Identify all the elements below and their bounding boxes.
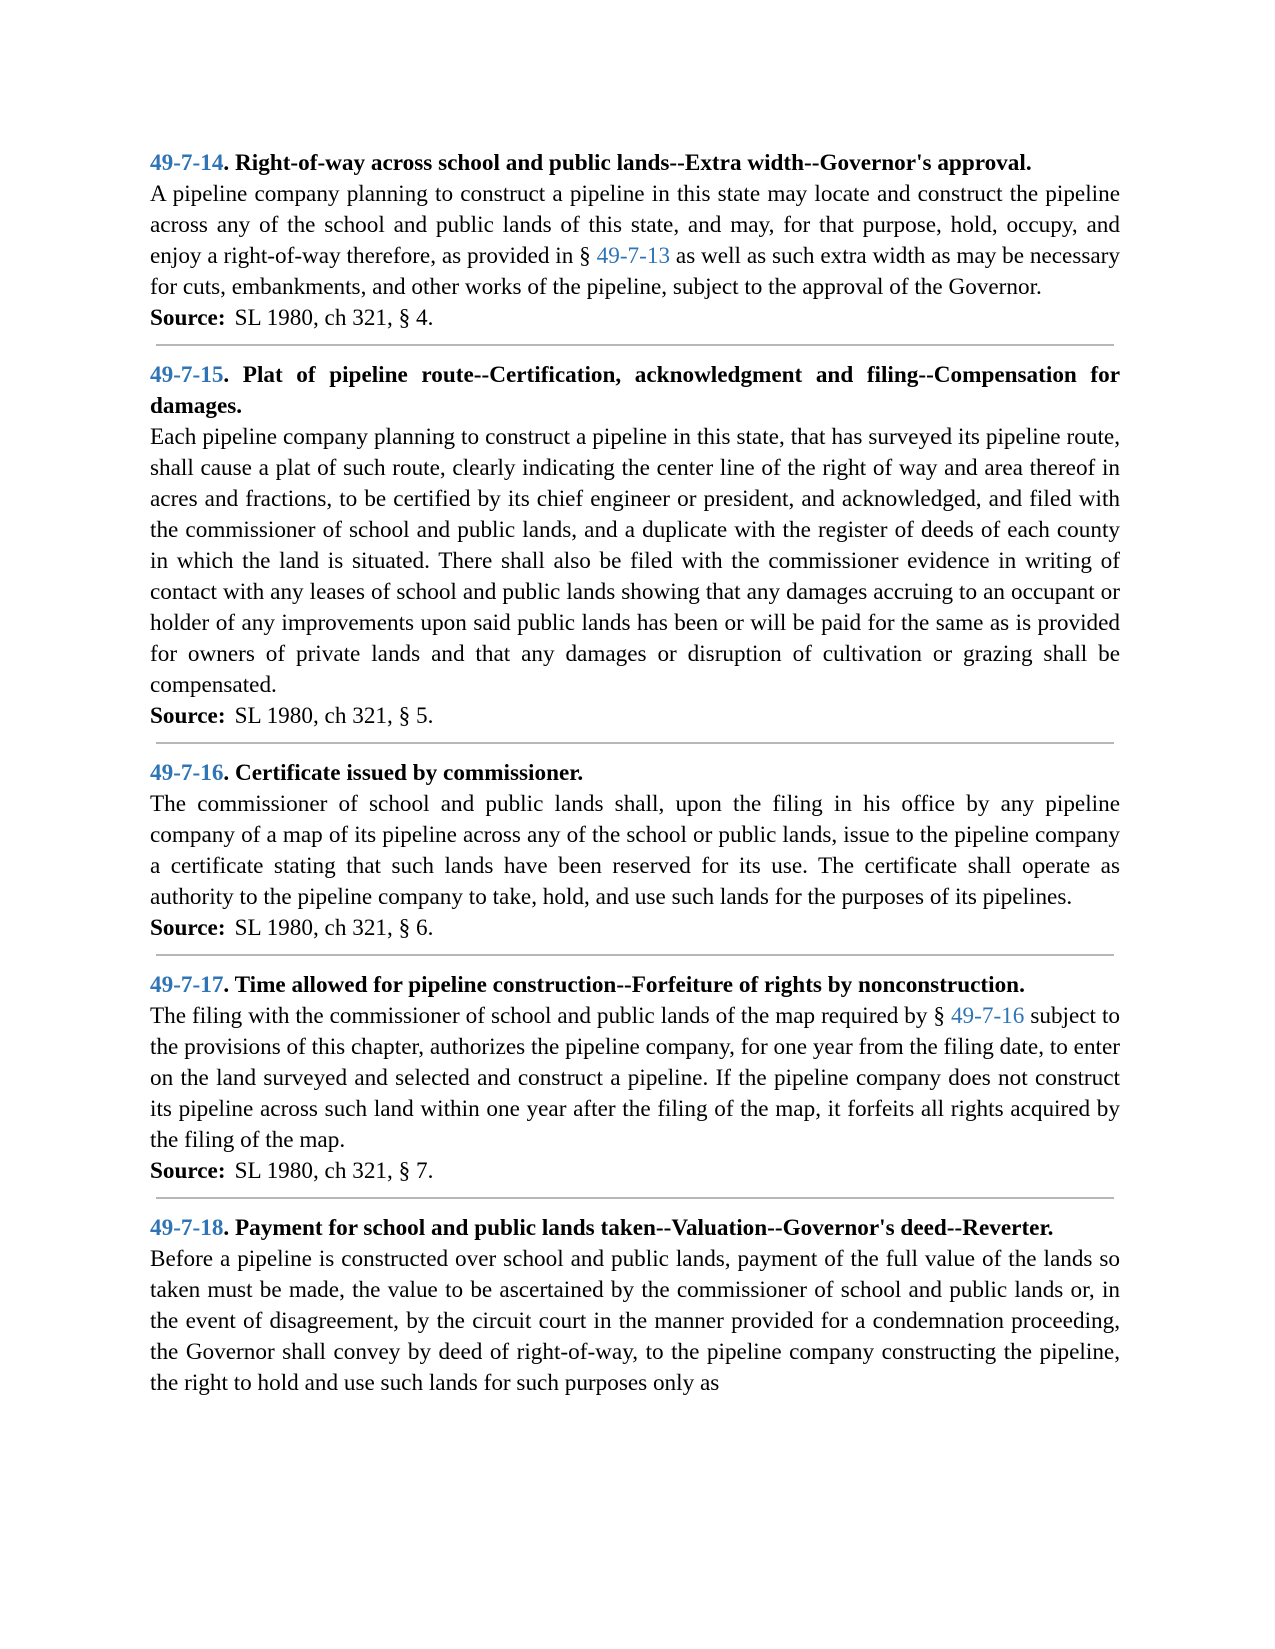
section-body: The commissioner of school and public lands shall, upon the filing in his office by any pipeline company of a map of its pipeline across any of the school or public lands, issue to the pipeline company a certificate stating that such lands have been reserved for its use. The certificate shall operate as authority to the pipeline company to take, hold, and use such lands for the purposes of its pipelines. [150, 791, 1120, 910]
section-number-link[interactable]: 49-7-14 [150, 150, 224, 176]
section-number-link[interactable]: 49-7-17 [150, 972, 224, 998]
section-title: . Certificate issued by commissioner. [223, 760, 584, 786]
cross-reference-link[interactable]: 49-7-16 [950, 1003, 1025, 1029]
source-text: SL 1980, ch 321, § 6. [234, 915, 434, 941]
section-number-link[interactable]: 49-7-18 [150, 1215, 224, 1241]
section-49-7-17 [150, 970, 1120, 1187]
source-label: Source: [150, 1158, 226, 1184]
section-title: . Plat of pipeline route--Certification, acknowledgment and filing--Compensation for damages. [150, 362, 1120, 419]
section-heading [150, 360, 1120, 422]
section-body [150, 1001, 1120, 1156]
section-49-7-15 [150, 360, 1120, 732]
section-49-7-14 [150, 148, 1120, 334]
body-text: subject to the provisions of this chapter, authorizes the pipeline company, for one year from the filing date, to enter on the land surveyed and selected and construct a pipeline. If the pipeline company does not construct its pipeline across such land within one year after the filing of the map, it forfeits all rights acquired by the filing of the map. [150, 1003, 1120, 1153]
section-heading [150, 758, 1120, 789]
document-page [150, 148, 1120, 1399]
source-text: SL 1980, ch 321, § 7. [234, 1158, 434, 1184]
source-text: SL 1980, ch 321, § 4. [234, 305, 434, 331]
section-body: Before a pipeline is constructed over school and public lands, payment of the full value of the lands so taken must be made, the value to be ascertained by the commissioner of school and public lands or, in the event of disagreement, by the circuit court in the manner provided for a condemnation proceeding, the Governor shall convey by deed of right-of-way, to the pipeline company constructing the pipeline, the right to hold and use such lands for such purposes only as [150, 1246, 1120, 1396]
source-label: Source: [150, 915, 226, 941]
section-divider [156, 742, 1114, 744]
source-line [150, 913, 1120, 944]
section-number-link[interactable]: 49-7-15 [150, 362, 224, 388]
section-divider [156, 954, 1114, 956]
source-line [150, 1156, 1120, 1187]
source-label: Source: [150, 305, 226, 331]
cross-reference-link[interactable]: 49-7-13 [596, 243, 671, 269]
body-text: as well as such extra width as may be necessary for cuts, embankments, and other works of the pipeline, subject to the approval of the Governor. [150, 243, 1120, 300]
body-text: The filing with the commissioner of school and public lands of the map required by § [150, 1003, 951, 1029]
body-text: A pipeline company planning to construct a pipeline in this state may locate and construct the pipeline across any of the school and public lands of this state, and may, for that purpose, hold, occupy, and enjoy a right-of-way therefore, as provided in § [150, 181, 1120, 269]
section-body: Each pipeline company planning to construct a pipeline in this state, that has surveyed its pipeline route, shall cause a plat of such route, clearly indicating the center line of the right of way and area thereof in acres and fractions, to be certified by its chief engineer or president, and acknowledged, and filed with the commissioner of school and public lands, and a duplicate with the register of deeds of each county in which the land is situated. There shall also be filed with the commissioner evidence in writing of contact with any leases of school and public lands showing that any damages accruing to an occupant or holder of any improvements upon said public lands has been or will be paid for the same as is provided for owners of private lands and that any damages or disruption of cultivation or grazing shall be compensated. [150, 424, 1120, 698]
section-heading [150, 148, 1120, 179]
source-label: Source: [150, 703, 226, 729]
section-heading [150, 970, 1120, 1001]
section-title: . Payment for school and public lands taken--Valuation--Governor's deed--Reverter. [223, 1215, 1054, 1241]
section-heading [150, 1213, 1120, 1244]
section-49-7-16 [150, 758, 1120, 944]
section-title: . Time allowed for pipeline construction--Forfeiture of rights by nonconstruction. [223, 972, 1025, 998]
section-title: . Right-of-way across school and public lands--Extra width--Governor's approval. [223, 150, 1032, 176]
section-number-link[interactable]: 49-7-16 [150, 760, 224, 786]
section-divider [156, 344, 1114, 346]
source-text: SL 1980, ch 321, § 5. [234, 703, 434, 729]
section-body [150, 179, 1120, 303]
section-49-7-18 [150, 1213, 1120, 1399]
section-divider [156, 1197, 1114, 1199]
source-line [150, 701, 1120, 732]
source-line [150, 303, 1120, 334]
